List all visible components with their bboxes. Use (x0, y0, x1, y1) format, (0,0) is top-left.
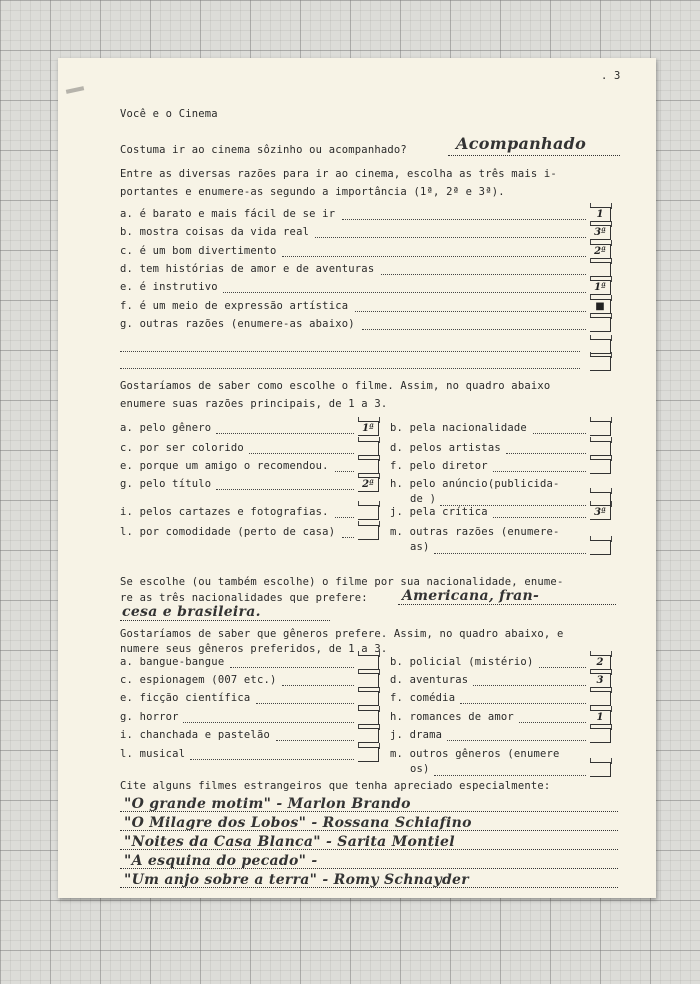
leader-dots (190, 759, 354, 760)
q5-genre-label: j. drama (390, 729, 443, 741)
q2-reason-label: f. é um meio de expressão artística (120, 299, 349, 312)
answer-box (358, 673, 379, 688)
leader-dots (362, 329, 586, 330)
q4-question: re as três nacionalidades que prefere: (120, 592, 368, 604)
q2-intro: Entre as diversas razões para ir ao cinema, escolha as três mais i- (120, 168, 557, 180)
answer-box (590, 691, 611, 706)
leader-dots (342, 219, 586, 220)
leader-dots (539, 667, 586, 668)
q6-film-answer: "Um anjo sobre a terra" - Romy Schnayder (124, 872, 469, 888)
q4-answer-line (120, 620, 330, 621)
leader-dots (276, 740, 354, 741)
q2-intro: portantes e enumere-as segundo a importância (1ª, 2ª e 3ª). (120, 186, 505, 198)
page-number: . 3 (601, 70, 621, 82)
questionnaire-page (58, 58, 656, 898)
q4-answer-line (398, 604, 616, 605)
answer-box: 2 (590, 655, 611, 670)
answer-box (590, 728, 611, 743)
leader-dots (315, 237, 586, 238)
leader-dots (460, 703, 586, 704)
q3-reason-label: b. pela nacionalidade (390, 422, 527, 434)
answer-box (590, 441, 611, 456)
leader-dots (282, 685, 354, 686)
answer-box: ■ (590, 299, 611, 314)
answer-box (358, 655, 379, 670)
answer-box (358, 728, 379, 743)
q2-reason-label: c. é um bom divertimento (120, 244, 277, 257)
leader-dots (519, 722, 586, 723)
q1-answer: Acompanhado (456, 134, 587, 153)
leader-dots (282, 256, 586, 257)
q6-film-answer: "A esquina do pecado" - (124, 853, 318, 869)
q2-reason-label: e. é instrutivo (120, 281, 218, 294)
q5-genre-label: a. bangue-bangue (120, 656, 225, 668)
q5-genre-label: c. espionagem (007 etc.) (120, 674, 277, 686)
page-title: Você e o Cinema (120, 108, 218, 120)
answer-box (590, 421, 611, 436)
leader-dots (434, 553, 586, 554)
q5-genre-label: b. policial (mistério) (390, 656, 534, 668)
q5-genre-label: l. musical (120, 748, 186, 760)
q3-reason-label-cont: as) (410, 541, 430, 553)
q4-question: Se escolhe (ou também escolhe) o filme por sua nacionalidade, enume- (120, 576, 564, 588)
q3-reason-label: c. por ser colorido (120, 442, 244, 454)
blank-dotted-line (120, 351, 580, 352)
answer-box (358, 747, 379, 762)
answer-box: 1ª (358, 421, 379, 436)
answer-box (358, 525, 379, 540)
answer-box: 3ª (590, 505, 611, 520)
answer-box (590, 762, 611, 777)
q3-reason-label: d. pelos artistas (390, 442, 501, 454)
answer-box (590, 540, 611, 555)
q5-genre-label: m. outros gêneros (enumere (390, 748, 560, 760)
q2-reason-label: a. é barato e mais fácil de se ir (120, 208, 336, 220)
leader-dots (355, 311, 586, 312)
answer-box: 2ª (358, 477, 379, 492)
q5-genre-label: i. chanchada e pastelão (120, 729, 270, 741)
q5-genre-label: d. aventuras (390, 674, 469, 686)
answer-box: 1 (590, 207, 611, 222)
leader-dots (506, 453, 586, 454)
q5-genre-label: f. comédia (390, 692, 456, 704)
leader-dots (223, 292, 586, 293)
answer-box: 3 (590, 673, 611, 688)
leader-dots (183, 722, 354, 723)
leader-dots (473, 685, 586, 686)
blank-dotted-line (120, 368, 580, 369)
answer-box (590, 356, 611, 371)
q3-reason-label: m. outras razões (enumere- (390, 526, 560, 538)
q3-reason-label: e. porque um amigo o recomendou. (120, 460, 329, 472)
answer-box: 1ª (590, 280, 611, 295)
q4-answer: cesa e brasileira. (122, 604, 261, 620)
q2-reason-label: b. mostra coisas da vida real (120, 226, 310, 239)
answer-box (590, 262, 611, 277)
leader-dots (249, 453, 354, 454)
answer-box (358, 691, 379, 706)
q5-genre-label: g. horror (120, 711, 179, 723)
leader-dots (434, 775, 586, 776)
q5-intro: Gostaríamos de saber que gêneros prefere. Assim, no quadro abaixo, e (120, 628, 564, 640)
page-smudge (66, 86, 84, 94)
q3-reason-label: i. pelos cartazes e fotografias. (120, 506, 329, 518)
q3-reason-label: a. pelo gênero (120, 422, 212, 434)
q3-reason-label: h. pelo anúncio(publicida- (390, 478, 560, 490)
leader-dots (493, 517, 586, 518)
answer-box: 1 (590, 710, 611, 725)
answer-box (358, 710, 379, 725)
answer-box: 3ª (590, 225, 611, 240)
answer-box (590, 317, 611, 332)
q2-reason-label: d. tem histórias de amor e de aventuras (120, 262, 375, 275)
leader-dots (493, 471, 586, 472)
answer-box (590, 459, 611, 474)
q1-answer-line (448, 155, 620, 156)
q5-genre-label: h. romances de amor (390, 711, 514, 723)
leader-dots (256, 703, 354, 704)
q6-film-answer: "O grande motim" - Marlon Brando (124, 796, 411, 812)
answer-box (358, 505, 379, 520)
answer-box: 2ª (590, 244, 611, 259)
leader-dots (381, 274, 586, 275)
leader-dots (216, 433, 354, 434)
q3-intro: enumere suas razões principais, de 1 a 3. (120, 398, 388, 410)
q5-intro: numere seus gêneros preferidos, de 1 a 3. (120, 643, 388, 655)
leader-dots (533, 433, 586, 434)
q3-reason-label: j. pela crítica (390, 506, 488, 518)
q6-film-answer: "Noites da Casa Blanca" - Sarita Montiel (124, 834, 455, 850)
q1-question: Costuma ir ao cinema sôzinho ou acompanhado? (120, 144, 407, 156)
q6-film-answer: "O Milagre dos Lobos" - Rossana Schiafino (124, 815, 472, 831)
q2-reason-label: g. outras razões (enumere-as abaixo) (120, 317, 355, 330)
q3-reason-label: f. pelo diretor (390, 460, 488, 472)
q6-intro: Cite alguns filmes estrangeiros que tenha apreciado especialmente: (120, 780, 551, 792)
q5-genre-label: e. ficção científica (120, 692, 251, 704)
q3-reason-label: l. por comodidade (perto de casa) (120, 526, 336, 538)
answer-box (358, 441, 379, 456)
answer-box (358, 459, 379, 474)
leader-dots (230, 667, 354, 668)
leader-dots (335, 471, 354, 472)
q3-intro: Gostaríamos de saber como escolhe o filme. Assim, no quadro abaixo (120, 380, 551, 392)
q5-genre-label-cont: os) (410, 763, 430, 775)
q4-answer: Americana, fran- (402, 588, 540, 604)
leader-dots (342, 537, 354, 538)
leader-dots (335, 517, 354, 518)
leader-dots (216, 489, 354, 490)
leader-dots (447, 740, 586, 741)
q3-reason-label: g. pelo título (120, 478, 212, 490)
q3-reason-label-cont: de ) (410, 493, 437, 505)
